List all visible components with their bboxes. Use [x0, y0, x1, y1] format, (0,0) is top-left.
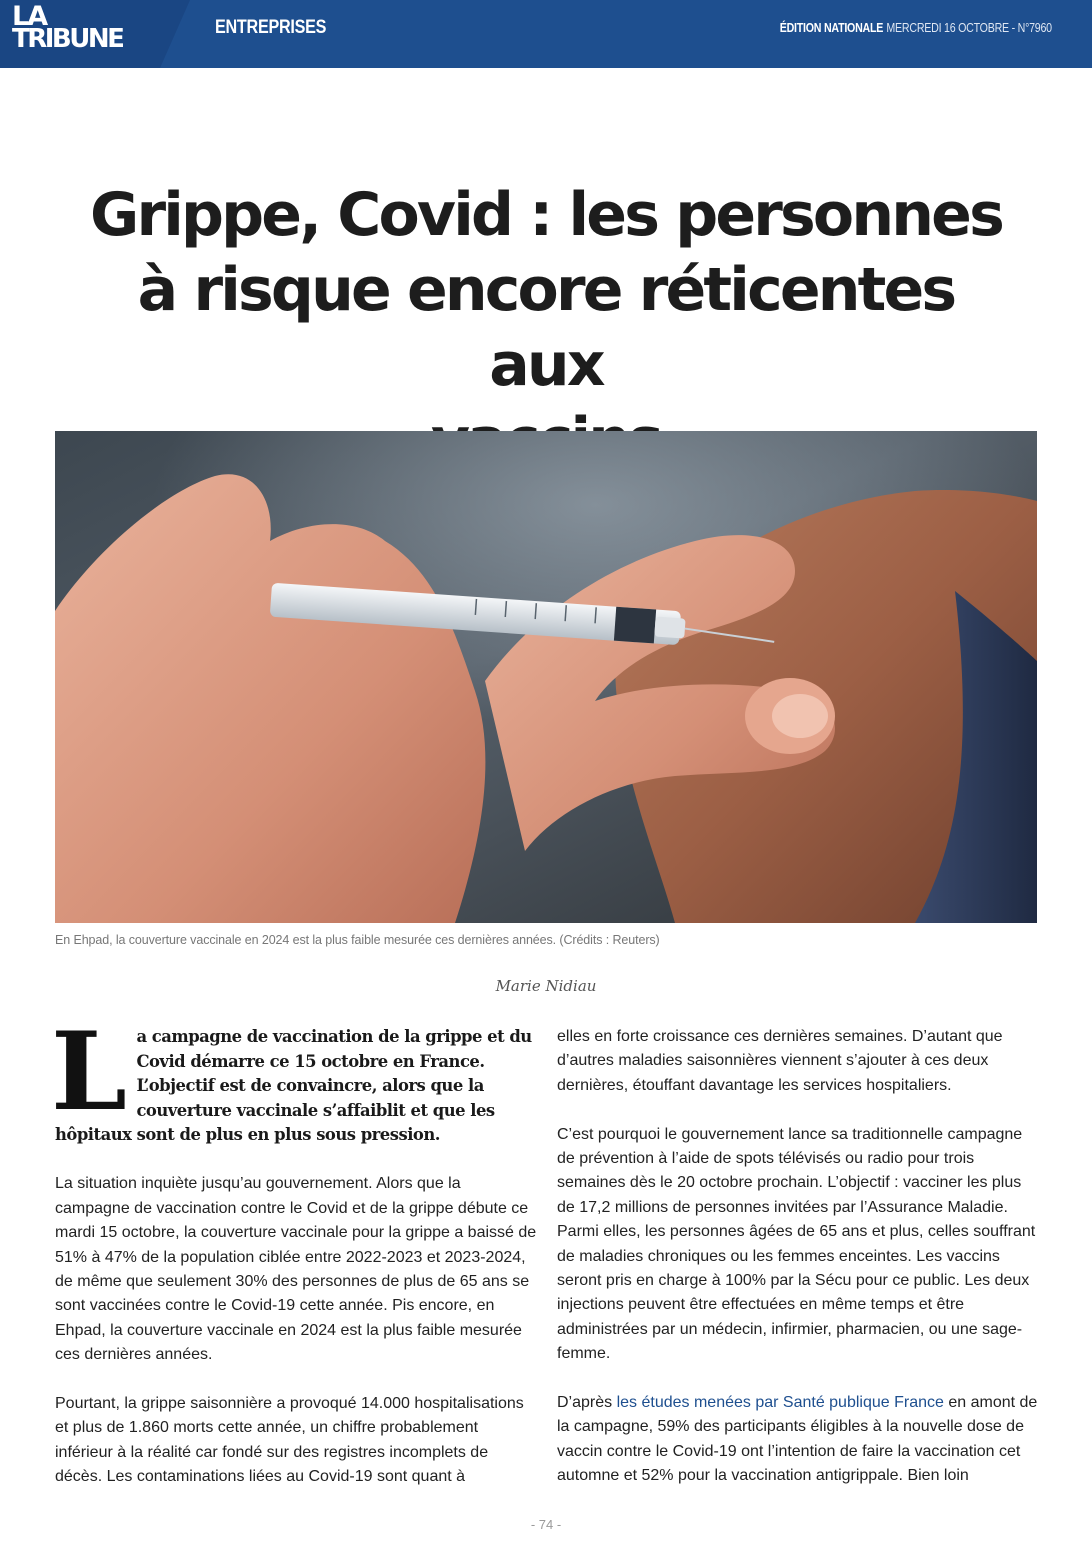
title-line-2: à risque encore réticentes aux: [137, 255, 955, 400]
drop-cap: L: [51, 1009, 127, 1135]
logo-line-2: TRIBUNE: [12, 24, 123, 54]
lead-text: a campagne de vaccination de la grippe et du Covid démarre ce 15 octobre en France. L’objectif est de convaincre, alors que la couverture vaccinale s’affaiblit et que les hôpitaux sont de plus en plus sous pression.: [55, 1027, 532, 1145]
edition-date-number: MERCREDI 16 OCTOBRE - N°7960: [886, 20, 1052, 35]
article-column-left: [51, 1009, 537, 1514]
paragraph: elles en forte croissance ces dernières semaines. D’autant que d’autres maladies saisonnières viennent s’ajouter à ces deux dernières, étouffant davantage les services hospitaliers.: [557, 1028, 1003, 1094]
edition-name: ÉDITION NATIONALE: [779, 20, 884, 35]
paragraph: La situation inquiète jusqu’au gouvernement. Alors que la campagne de vaccination contre le Covid et de la grippe débute ce mardi 15 octobre, la couverture vaccinale pour la grippe a baissé de 51% à 47% de la population ciblée entre 2022-2023 et 2023-2024, de même que seulement 30% des personnes de plus de 65 ans se sont vaccinées contre le Covid-19 cette année. Pis encore, en Ehpad, la couverture vaccinale en 2024 est la plus faible mesurée ces dernières années.: [55, 1175, 537, 1364]
edition-info: [780, 20, 1052, 35]
sante-publique-link[interactable]: les études menées par Santé publique France: [616, 1394, 944, 1412]
photo-caption: En Ehpad, la couverture vaccinale en 2024 est la plus faible mesurée ces dernières années. (Crédits : Reuters): [55, 933, 660, 947]
section-label[interactable]: ENTREPRISES: [215, 17, 327, 38]
page-number: - 74 -: [530, 1517, 562, 1532]
la-tribune-logo[interactable]: [12, 1, 123, 54]
paragraph: Pourtant, la grippe saisonnière a provoqué 14.000 hospitalisations et plus de 1.860 morts cette année, un chiffre probablement inférieur à la réalité car fondé sur des registres incomplets de décès. Les contaminations liées au Covid-19 sont quant à: [55, 1395, 524, 1486]
vaccination-photo-illustration: [55, 431, 1037, 923]
title-line-1: Grippe, Covid : les personnes: [90, 180, 1002, 250]
article-column-right: [557, 1025, 1039, 1513]
paragraph-text: D’après: [557, 1394, 617, 1412]
article-photo: [55, 431, 1037, 923]
article-lead: [51, 1009, 537, 1148]
header-bar: [0, 0, 1092, 68]
paragraph-text: en amont de la campagne, 59% des participants éligibles à la nouvelle dose de vaccin contre le Covid-19 ont l’intention de faire la vaccination cet automne et 52% pour la vaccination antigrippale. Bien loin: [557, 1394, 1038, 1485]
author-byline[interactable]: Marie Nidiau: [495, 977, 597, 995]
paragraph: [557, 1391, 1039, 1489]
paragraph: C’est pourquoi le gouvernement lance sa traditionnelle campagne de prévention à l’aide de spots télévisés ou radio pour trois semaines dès le 20 octobre prochain. L’objectif : vacciner les plus de 17,2 millions de personnes invitées par l’Assurance Maladie. Parmi elles, les personnes âgées de 65 ans et plus, celles souffrant de maladies chroniques ou les femmes enceintes. Les vaccins seront pris en charge à 100% par la Sécu pour ce public. Les deux injections peuvent être effectuées en même temps et être administrées par un médecin, infirmier, pharmacien, ou une sage-femme.: [557, 1125, 1036, 1363]
logo-line-1: LA: [12, 1, 47, 32]
